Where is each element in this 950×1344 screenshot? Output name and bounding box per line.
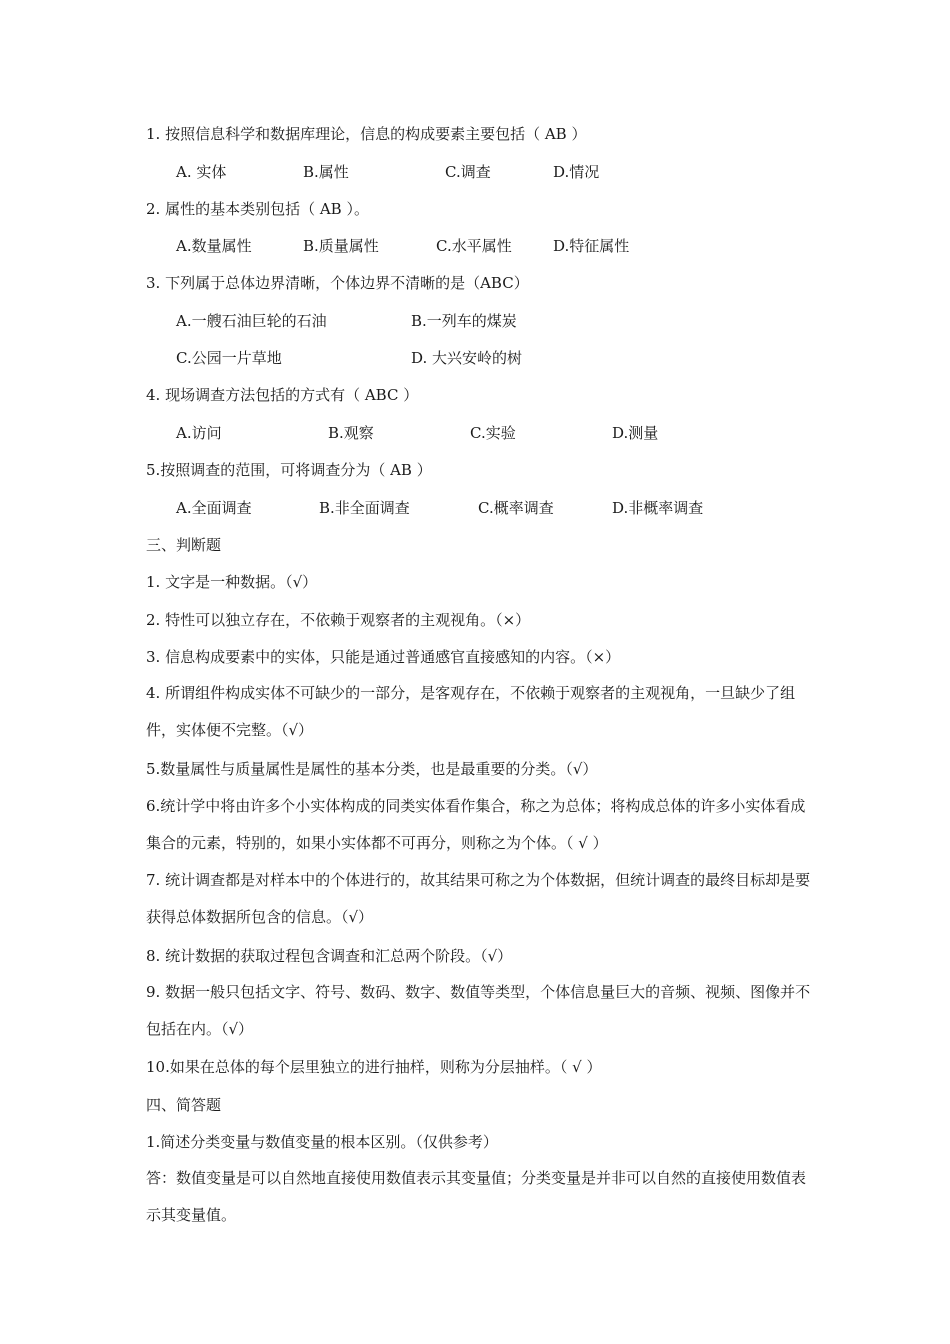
mc-q1-option-c: C.调查 xyxy=(445,163,491,181)
mc-q3-option-a: A.一艘石油巨轮的石油 xyxy=(176,312,327,330)
judgement-item-8: 8. 统计数据的获取过程包含调查和汇总两个阶段。（√） xyxy=(146,947,513,965)
mc-q4-option-b: B.观察 xyxy=(328,424,374,442)
mc-q5-option-c: C.概率调查 xyxy=(478,499,554,517)
mc-q3-option-c: C.公园一片草地 xyxy=(176,349,282,367)
mc-q4-option-c: C.实验 xyxy=(470,424,516,442)
judgement-item-4: 4. 所谓组件构成实体不可缺少的一部分，是客观存在，不依赖于观察者的主观视角，一旦缺少了组件，实体便不完整。（√） xyxy=(146,684,796,739)
mc-question-5: 5.按照调查的范围，可将调查分为（ AB ） xyxy=(146,461,432,479)
judgement-item-7: 7. 统计调查都是对样本中的个体进行的，故其结果可称之为个体数据，但统计调查的最终目标却是要获得总体数据所包含的信息。（√） xyxy=(146,871,811,926)
mc-q1-option-b: B.属性 xyxy=(303,163,349,181)
mc-q2-option-b: B.质量属性 xyxy=(303,237,379,255)
mc-q4-option-a: A.访问 xyxy=(176,424,222,442)
mc-q3-option-d: D. 大兴安岭的树 xyxy=(411,349,523,367)
mc-q5-option-b: B.非全面调查 xyxy=(319,499,410,517)
mc-q1-option-a: A. 实体 xyxy=(176,163,227,181)
mc-q3-option-b: B.一列车的煤炭 xyxy=(411,312,517,330)
judgement-item-1: 1. 文字是一种数据。（√） xyxy=(146,573,318,591)
section-heading-short-answer: 四、简答题 xyxy=(146,1096,222,1114)
mc-q2-option-a: A.数量属性 xyxy=(176,237,252,255)
mc-q2-option-c: C.水平属性 xyxy=(436,237,512,255)
mc-question-3: 3. 下列属于总体边界清晰，个体边界不清晰的是（ABC） xyxy=(146,274,529,292)
mc-q5-option-a: A.全面调查 xyxy=(176,499,252,517)
short-answer-answer-1: 答：数值变量是可以自然地直接使用数值表示其变量值；分类变量是并非可以自然的直接使用数值表示其变量值。 xyxy=(146,1169,807,1224)
judgement-item-10: 10.如果在总体的每个层里独立的进行抽样，则称为分层抽样。（ √ ） xyxy=(146,1058,602,1076)
judgement-item-2: 2. 特性可以独立存在，不依赖于观察者的主观视角。（×） xyxy=(146,611,531,629)
mc-question-2: 2. 属性的基本类别包括（ AB ）。 xyxy=(146,200,369,218)
mc-q5-option-d: D.非概率调查 xyxy=(612,499,704,517)
mc-q1-option-d: D.情况 xyxy=(553,163,600,181)
mc-q4-option-d: D.测量 xyxy=(612,424,659,442)
judgement-item-3: 3. 信息构成要素中的实体，只能是通过普通感官直接感知的内容。（×） xyxy=(146,648,621,666)
mc-question-4: 4. 现场调查方法包括的方式有（ ABC ） xyxy=(146,386,419,404)
mc-q2-option-d: D.特征属性 xyxy=(553,237,630,255)
short-answer-question-1: 1.简述分类变量与数值变量的根本区别。（仅供参考） xyxy=(146,1133,498,1151)
judgement-item-9: 9. 数据一般只包括文字、符号、数码、数字、数值等类型，个体信息量巨大的音频、视频、图像并不包括在内。（√） xyxy=(146,983,811,1038)
section-heading-judgement: 三、判断题 xyxy=(146,536,222,554)
mc-question-1: 1. 按照信息科学和数据库理论，信息的构成要素主要包括（ AB ） xyxy=(146,125,587,143)
judgement-item-6: 6.统计学中将由许多个小实体构成的同类实体看作集合，称之为总体；将构成总体的许多小实体看成集合的元素，特别的，如果小实体都不可再分，则称之为个体。（ √ ） xyxy=(146,797,806,852)
judgement-item-5: 5.数量属性与质量属性是属性的基本分类，也是最重要的分类。（√） xyxy=(146,760,598,778)
